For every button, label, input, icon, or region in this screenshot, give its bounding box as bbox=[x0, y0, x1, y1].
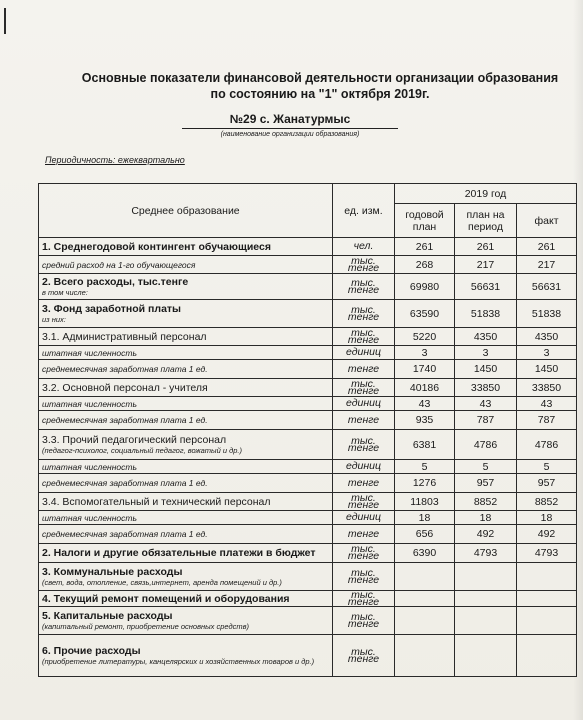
row-plan-period-cell: 261 bbox=[455, 238, 517, 256]
row-sublabel: (свет, вода, отопление, связь,интернет, аренда помещений и др.) bbox=[42, 578, 282, 587]
row-plan-year-cell: 40186 bbox=[395, 379, 455, 397]
row-label-cell bbox=[39, 346, 333, 360]
row-unit-cell: тенге bbox=[333, 474, 395, 493]
row-label-cell bbox=[39, 397, 333, 411]
table-row bbox=[39, 511, 577, 525]
financial-table bbox=[38, 183, 577, 677]
row-fact-cell: 8852 bbox=[517, 493, 577, 511]
table-row bbox=[39, 256, 577, 274]
table-row bbox=[39, 563, 577, 591]
row-label-cell bbox=[39, 563, 333, 591]
row-unit-cell: единиц bbox=[333, 511, 395, 525]
row-label-cell bbox=[39, 379, 333, 397]
row-label-cell bbox=[39, 430, 333, 460]
row-plan-year-cell bbox=[395, 635, 455, 677]
header-year-cell: 2019 год bbox=[395, 184, 577, 204]
row-unit-cell: тыс. тенге bbox=[333, 300, 395, 328]
row-plan-period-cell: 1450 bbox=[455, 360, 517, 379]
row-fact-cell: 1450 bbox=[517, 360, 577, 379]
row-label: 1. Среднегодовой контингент обучающиеся bbox=[42, 240, 271, 253]
row-label: штатная численность bbox=[42, 461, 137, 472]
row-plan-year-cell: 69980 bbox=[395, 274, 455, 300]
row-unit-cell: тыс. тенге bbox=[333, 563, 395, 591]
row-fact-cell bbox=[517, 563, 577, 591]
row-label: 3.2. Основной персонал - учителя bbox=[42, 381, 208, 394]
row-sublabel: из них: bbox=[42, 315, 66, 324]
table-row bbox=[39, 360, 577, 379]
periodicity-label: Периодичность: ежеквартально bbox=[45, 155, 185, 165]
row-fact-cell bbox=[517, 607, 577, 635]
row-sublabel: (капитальный ремонт, приобретение основных средств) bbox=[42, 622, 250, 631]
row-plan-period-cell bbox=[455, 607, 517, 635]
row-label-cell bbox=[39, 591, 333, 607]
row-plan-period-cell bbox=[455, 591, 517, 607]
row-plan-period-cell: 4793 bbox=[455, 544, 517, 563]
row-fact-cell: 56631 bbox=[517, 274, 577, 300]
table-row bbox=[39, 607, 577, 635]
row-plan-year-cell: 935 bbox=[395, 411, 455, 430]
table-row bbox=[39, 397, 577, 411]
row-label-cell bbox=[39, 493, 333, 511]
row-fact-cell: 33850 bbox=[517, 379, 577, 397]
row-plan-year-cell: 1740 bbox=[395, 360, 455, 379]
row-plan-year-cell bbox=[395, 591, 455, 607]
table-row bbox=[39, 474, 577, 493]
row-unit-cell: тыс. тенге bbox=[333, 635, 395, 677]
row-unit-cell: единиц bbox=[333, 460, 395, 474]
row-plan-period-cell: 492 bbox=[455, 525, 517, 544]
row-label: 6. Прочие расходы bbox=[42, 645, 141, 657]
row-plan-period-cell: 217 bbox=[455, 256, 517, 274]
row-label-cell bbox=[39, 460, 333, 474]
row-fact-cell: 18 bbox=[517, 511, 577, 525]
table-row bbox=[39, 430, 577, 460]
row-fact-cell: 217 bbox=[517, 256, 577, 274]
row-plan-year-cell: 18 bbox=[395, 511, 455, 525]
row-plan-period-cell: 18 bbox=[455, 511, 517, 525]
row-sublabel: (педагог-психолог, социальный педагог, вожатый и др.) bbox=[42, 446, 242, 455]
table-row bbox=[39, 274, 577, 300]
row-plan-period-cell: 43 bbox=[455, 397, 517, 411]
row-label: 3.4. Вспомогательный и технический персонал bbox=[42, 495, 271, 508]
row-label: 3. Коммунальные расходы bbox=[42, 566, 183, 578]
row-plan-year-cell: 5 bbox=[395, 460, 455, 474]
row-label-cell bbox=[39, 300, 333, 328]
table-row bbox=[39, 635, 577, 677]
row-fact-cell: 51838 bbox=[517, 300, 577, 328]
table-row bbox=[39, 544, 577, 563]
header-plan-year-cell: годовой план bbox=[395, 204, 455, 238]
row-plan-year-cell: 6381 bbox=[395, 430, 455, 460]
row-label: 4. Текущий ремонт помещений и оборудования bbox=[42, 592, 290, 605]
row-label-cell bbox=[39, 328, 333, 346]
row-plan-period-cell: 8852 bbox=[455, 493, 517, 511]
table-row bbox=[39, 379, 577, 397]
row-plan-year-cell: 6390 bbox=[395, 544, 455, 563]
row-label-cell bbox=[39, 474, 333, 493]
row-unit-cell: тенге bbox=[333, 411, 395, 430]
table-header-row bbox=[39, 184, 577, 204]
row-plan-period-cell: 56631 bbox=[455, 274, 517, 300]
row-plan-year-cell: 3 bbox=[395, 346, 455, 360]
row-label-cell bbox=[39, 411, 333, 430]
row-fact-cell: 5 bbox=[517, 460, 577, 474]
row-plan-period-cell: 3 bbox=[455, 346, 517, 360]
row-unit-cell: тенге bbox=[333, 360, 395, 379]
row-label: среднемесячная заработная плата 1 ед. bbox=[42, 529, 208, 539]
row-label: штатная численность bbox=[42, 398, 137, 409]
row-unit-cell: тыс. тенге bbox=[333, 430, 395, 460]
corner-mark bbox=[4, 8, 6, 34]
row-plan-year-cell: 63590 bbox=[395, 300, 455, 328]
row-fact-cell: 4350 bbox=[517, 328, 577, 346]
row-label: 5. Капитальные расходы bbox=[42, 610, 173, 622]
table-row bbox=[39, 238, 577, 256]
row-unit-cell: тыс. тенге bbox=[333, 493, 395, 511]
row-plan-period-cell bbox=[455, 635, 517, 677]
row-fact-cell: 4786 bbox=[517, 430, 577, 460]
row-unit-cell: единиц bbox=[333, 346, 395, 360]
row-plan-period-cell: 33850 bbox=[455, 379, 517, 397]
row-fact-cell: 957 bbox=[517, 474, 577, 493]
row-label: среднемесячная заработная плата 1 ед. bbox=[42, 364, 208, 374]
row-label-cell bbox=[39, 256, 333, 274]
row-label: среднемесячная заработная плата 1 ед. bbox=[42, 415, 208, 425]
row-plan-year-cell: 5220 bbox=[395, 328, 455, 346]
row-unit-cell: тыс. тенге bbox=[333, 256, 395, 274]
row-label-cell bbox=[39, 607, 333, 635]
row-unit-cell: единиц bbox=[333, 397, 395, 411]
table-row bbox=[39, 493, 577, 511]
header-unit-cell: ед. изм. bbox=[333, 184, 395, 238]
row-plan-period-cell: 787 bbox=[455, 411, 517, 430]
row-label-cell bbox=[39, 360, 333, 379]
row-plan-year-cell: 11803 bbox=[395, 493, 455, 511]
row-fact-cell bbox=[517, 591, 577, 607]
row-label: 2. Всего расходы, тыс.тенге bbox=[42, 276, 189, 288]
row-fact-cell: 787 bbox=[517, 411, 577, 430]
row-plan-period-cell: 4350 bbox=[455, 328, 517, 346]
row-label-cell bbox=[39, 635, 333, 677]
row-fact-cell: 261 bbox=[517, 238, 577, 256]
row-label: среднемесячная заработная плата 1 ед. bbox=[42, 478, 208, 488]
row-plan-year-cell bbox=[395, 607, 455, 635]
row-label: 3.1. Административный персонал bbox=[42, 330, 207, 343]
row-fact-cell: 3 bbox=[517, 346, 577, 360]
row-label: средний расход на 1-го обучающегося bbox=[42, 259, 196, 270]
row-plan-year-cell: 43 bbox=[395, 397, 455, 411]
row-label-cell bbox=[39, 274, 333, 300]
header-fact-cell: факт bbox=[517, 204, 577, 238]
table-row bbox=[39, 525, 577, 544]
row-plan-period-cell: 4786 bbox=[455, 430, 517, 460]
row-plan-year-cell: 268 bbox=[395, 256, 455, 274]
row-unit-cell: тыс. тенге bbox=[333, 274, 395, 300]
row-label: штатная численность bbox=[42, 512, 137, 523]
table-body bbox=[39, 184, 577, 677]
row-label-cell bbox=[39, 511, 333, 525]
row-fact-cell bbox=[517, 635, 577, 677]
document-title bbox=[60, 70, 580, 102]
row-plan-period-cell: 5 bbox=[455, 460, 517, 474]
title-line-1: Основные показатели финансовой деятельности организации образования bbox=[81, 71, 559, 85]
row-label-cell bbox=[39, 544, 333, 563]
header-plan-period-cell: план на период bbox=[455, 204, 517, 238]
row-plan-period-cell bbox=[455, 563, 517, 591]
row-sublabel: (приобретение литературы, канцелярских и хозяйственных товаров и др.) bbox=[42, 657, 315, 666]
header-name-cell: Среднее образование bbox=[39, 184, 333, 238]
organization-caption: (наименование организации образования) bbox=[220, 131, 360, 138]
row-unit-cell: тыс. тенге bbox=[333, 591, 395, 607]
row-sublabel: в том числе: bbox=[42, 288, 88, 297]
table-row bbox=[39, 591, 577, 607]
table-row bbox=[39, 411, 577, 430]
row-label-cell bbox=[39, 238, 333, 256]
organization-name: №29 с. Жанатурмыс bbox=[229, 112, 351, 126]
row-plan-period-cell: 957 bbox=[455, 474, 517, 493]
row-unit-cell: тыс. тенге bbox=[333, 379, 395, 397]
row-label: 3. Фонд заработной платы bbox=[42, 303, 182, 315]
table-row bbox=[39, 346, 577, 360]
table-row bbox=[39, 328, 577, 346]
row-plan-year-cell bbox=[395, 563, 455, 591]
row-unit-cell: тыс. тенге bbox=[333, 607, 395, 635]
table-row bbox=[39, 300, 577, 328]
row-unit-cell: тыс. тенге bbox=[333, 328, 395, 346]
row-label: штатная численность bbox=[42, 347, 137, 358]
row-fact-cell: 492 bbox=[517, 525, 577, 544]
row-plan-year-cell: 1276 bbox=[395, 474, 455, 493]
row-plan-year-cell: 656 bbox=[395, 525, 455, 544]
row-unit-cell: чел. bbox=[333, 238, 395, 256]
row-label: 3.3. Прочий педагогический персонал bbox=[42, 434, 227, 446]
row-label-cell bbox=[39, 525, 333, 544]
row-plan-period-cell: 51838 bbox=[455, 300, 517, 328]
row-unit-cell: тыс. тенге bbox=[333, 544, 395, 563]
row-plan-year-cell: 261 bbox=[395, 238, 455, 256]
row-fact-cell: 43 bbox=[517, 397, 577, 411]
row-label: 2. Налоги и другие обязательные платежи в бюджет bbox=[42, 547, 316, 559]
row-fact-cell: 4793 bbox=[517, 544, 577, 563]
title-line-2: по состоянию на "1" октября 2019г. bbox=[210, 87, 430, 101]
organization-underline bbox=[182, 128, 398, 129]
table-row bbox=[39, 460, 577, 474]
row-unit-cell: тенге bbox=[333, 525, 395, 544]
